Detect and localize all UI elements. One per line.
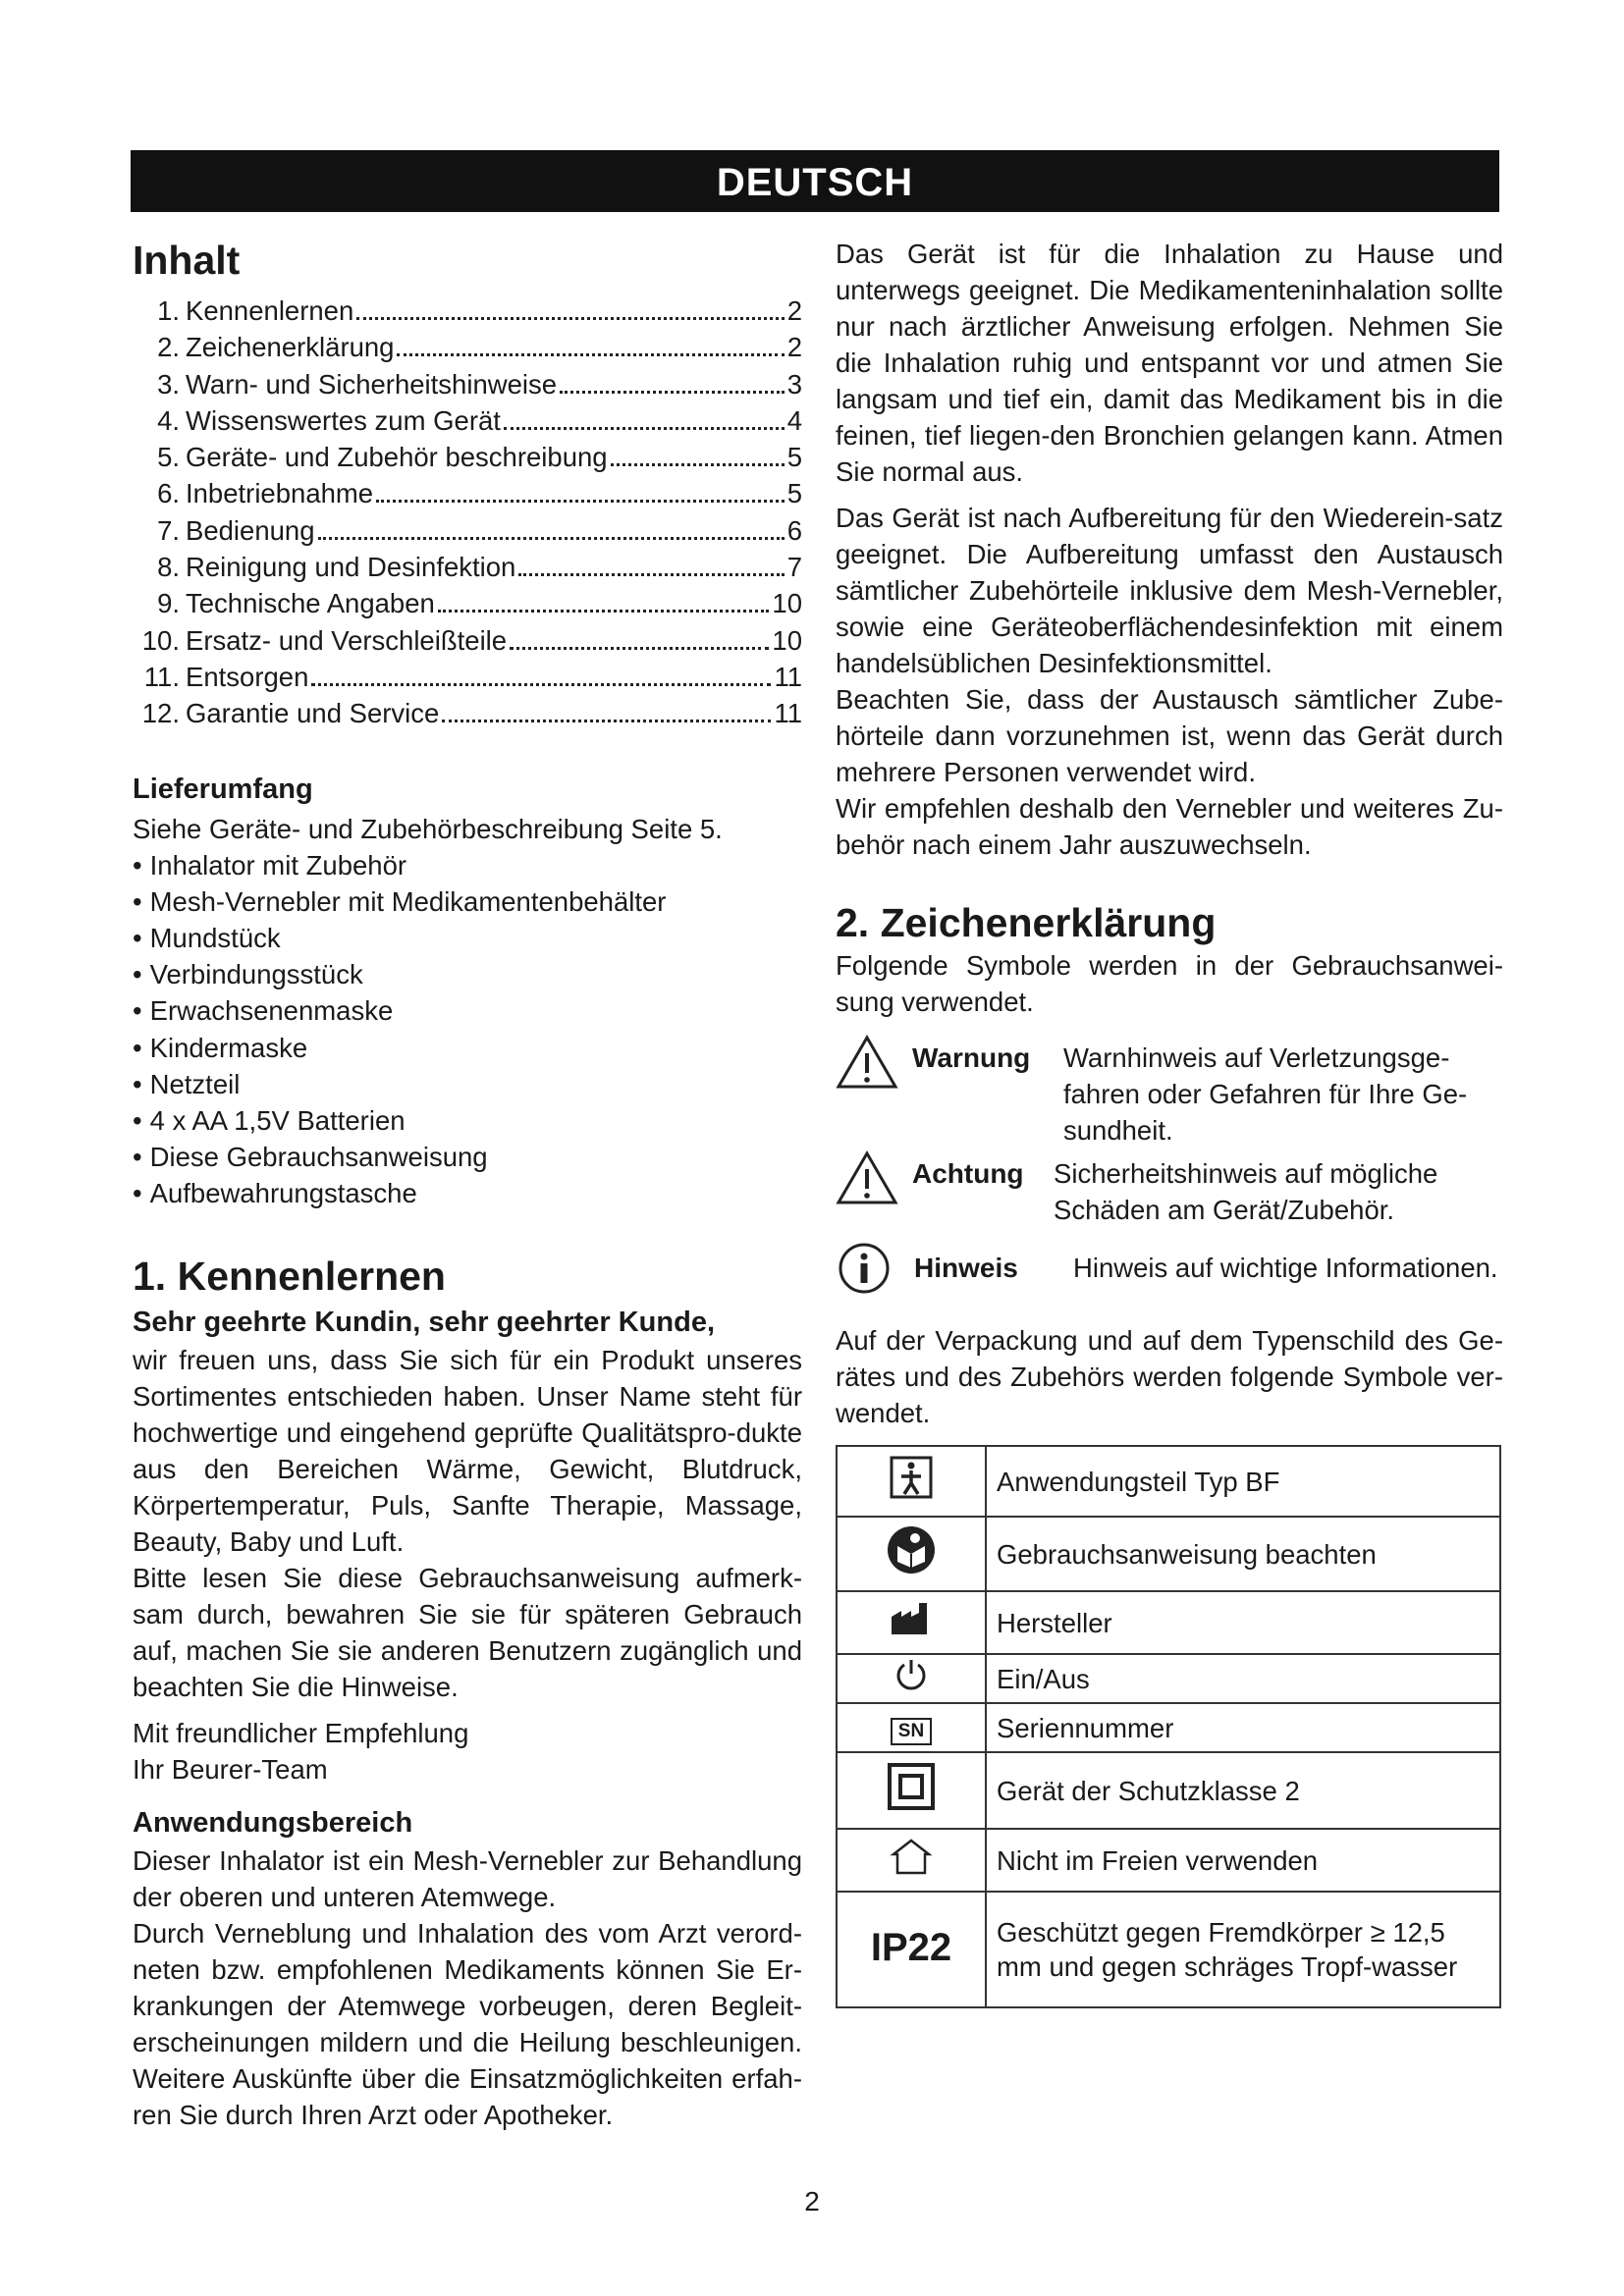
sn-icon: SN: [891, 1718, 932, 1745]
symbol-description: Geschützt gegen Fremdkörper ≥ 12,5 mm und gegen schräges Tropf-wasser: [986, 1892, 1500, 2007]
warnung-text: Warnhinweis auf Verletzungsge-fahren oder Gefahren für Ihre Ge-sundheit.: [1063, 1042, 1468, 1146]
toc-entry[interactable]: 7. Bedienung 6: [157, 514, 802, 546]
toc-entry[interactable]: 3. Warn- und Sicherheitshinweise 3: [157, 368, 802, 400]
list-item: • 4 x AA 1,5V Batterien: [133, 1102, 802, 1139]
symbol-description: Gebrauchsanweisung beachten: [986, 1517, 1500, 1591]
anwendung-paragraph-1: Dieser Inhalator ist ein Mesh-Vernebler zur Behandlung der oberen und unteren Atemwege.: [133, 1844, 802, 1912]
symbol-description: Gerät der Schutzklasse 2: [986, 1752, 1500, 1829]
toc-entry[interactable]: 5. Geräte- und Zubehör beschreibung 5: [157, 442, 802, 473]
left-column: [133, 236, 802, 2133]
list-item: • Mesh-Vernebler mit Medikamentenbehälter: [133, 883, 802, 920]
delivery-list: [133, 847, 802, 1212]
anwendung-heading: Anwendungsbereich: [133, 1806, 413, 1839]
list-item: • Diese Gebrauchsanweisung: [133, 1139, 802, 1175]
packaging-paragraph: Auf der Verpackung und auf dem Typenschild des Ge-rätes und des Zubehörs werden folgende Symbole ver-wendet.: [836, 1325, 1503, 1428]
protection-class-2-icon: [887, 1787, 936, 1817]
hint-legend: [836, 1242, 1503, 1301]
usage-paragraph: Das Gerät ist für die Inhalation zu Hause und unterwegs geeignet. Die Medikamenteninhalation sollte nur nach ärztlicher Anweisung erfolgen. Nehmen Sie die Inhalation ruhig und entspannt vor und atmen Sie langsam und tief ein, damit das Medikament bis in die feinen, tief liegen-den Bronchien gelangen kann. Atmen Sie normal aus.: [836, 239, 1503, 487]
table-row: [837, 1446, 1500, 1517]
symbol-cell: [837, 1703, 986, 1752]
language-banner: DEUTSCH: [131, 150, 1499, 212]
exchange-paragraph: Beachten Sie, dass der Austausch sämtlicher Zube-hörteile dann vorzunehmen ist, wenn das Gerät durch mehrere Personen verwendet wird.: [836, 684, 1503, 787]
toc-entry[interactable]: 4. Wissenswertes zum Gerät 4: [157, 404, 802, 436]
toc-entry[interactable]: 8. Reinigung und Desinfektion 7: [157, 552, 802, 583]
achtung-text: Sicherheitshinweis auf mögliche Schäden am Gerät/Zubehör.: [1054, 1158, 1438, 1225]
table-row: [837, 1703, 1500, 1752]
table-row: [837, 1829, 1500, 1892]
salutation: Sehr geehrte Kundin, sehr geehrter Kunde,: [133, 1306, 715, 1338]
table-row: [837, 1752, 1500, 1829]
warning-triangle-icon: [836, 1034, 898, 1095]
list-item: • Inhalator mit Zubehör: [133, 847, 802, 883]
symbol-cell: [837, 1829, 986, 1892]
section-1-title: 1. Kennenlernen: [133, 1253, 446, 1299]
toc-entry[interactable]: 11. Entsorgen 11: [143, 661, 802, 692]
toc-entry[interactable]: 1. Kennenlernen 2: [157, 295, 802, 326]
list-item: • Erwachsenenmaske: [133, 992, 802, 1029]
page-number: 2: [804, 2186, 820, 2216]
toc-entry[interactable]: 9. Technische Angaben 10: [157, 588, 802, 619]
toc-entry[interactable]: 12. Garantie und Service 11: [141, 698, 802, 729]
power-icon: [893, 1668, 929, 1698]
symbol-cell: [837, 1752, 986, 1829]
symbol-description: Nicht im Freien verwenden: [986, 1829, 1500, 1892]
toc-entry[interactable]: 2. Zeichenerklärung 2: [157, 332, 802, 363]
symbol-description: Seriennummer: [986, 1703, 1500, 1752]
caution-triangle-icon: [836, 1149, 898, 1211]
closing-line-1: Mit freundlicher Empfehlung: [133, 1717, 469, 1748]
table-of-contents: [133, 293, 802, 732]
symbol-description: Hersteller: [986, 1591, 1500, 1654]
list-item: • Verbindungsstück: [133, 956, 802, 992]
right-column: [836, 236, 1503, 2008]
list-item: • Kindermaske: [133, 1030, 802, 1066]
symbol-description: Anwendungsteil Typ BF: [986, 1446, 1500, 1517]
toc-title: Inhalt: [133, 238, 241, 283]
warning-legend: [836, 1034, 1503, 1144]
lieferumfang-heading: Lieferumfang: [133, 773, 313, 805]
closing-line-2: Ihr Beurer-Team: [133, 1753, 328, 1785]
symbol-cell: [837, 1654, 986, 1703]
lieferumfang-intro: Siehe Geräte- und Zubehörbeschreibung Seite 5.: [133, 813, 723, 844]
manufacturer-icon: [890, 1612, 933, 1642]
table-row: [837, 1892, 1500, 2007]
toc-entry[interactable]: 6. Inbetriebnahme 5: [157, 478, 802, 509]
symbol-cell: [837, 1591, 986, 1654]
intro-paragraph: wir freuen uns, dass Sie sich für ein Produkt unseres Sortimentes entschieden haben. Unser Name steht für hochwertige und eingehend geprüfte Qualitätspro-dukte aus den Bereichen Wärme, Gewicht, Blutdruck, Körpertemperatur, Puls, Sanfte Therapie, Massage, Beauty, Baby und Luft.: [133, 1344, 802, 1557]
symbol-cell: [837, 1892, 986, 2007]
table-row: [837, 1591, 1500, 1654]
bf-applied-part-icon: [888, 1476, 935, 1507]
caution-legend: [836, 1149, 1503, 1232]
warnung-label: Warnung: [912, 1042, 1031, 1073]
read-manual-icon: [886, 1551, 937, 1581]
table-row: [837, 1517, 1500, 1591]
recommendation-paragraph: Wir empfehlen deshalb den Vernebler und weiteres Zu-behör nach einem Jahr auszuwechseln.: [836, 793, 1503, 860]
symbol-description: Ein/Aus: [986, 1654, 1500, 1703]
hinweis-text: Hinweis auf wichtige Informationen.: [1073, 1253, 1498, 1283]
reprocessing-paragraph: Das Gerät ist nach Aufbereitung für den Wiederein-satz geeignet. Die Aufbereitung umfasst den Austausch sämtlicher Zubehörteile inklusive dem Mesh-Vernebler, sowie eine Geräteoberflächendesinfektion mit einem handelsüblichen Desinfektionsmittel.: [836, 503, 1503, 678]
section-2-title: 2. Zeichenerklärung: [836, 900, 1217, 945]
list-item: • Netzteil: [133, 1066, 802, 1102]
symbols-intro: Folgende Symbole werden in der Gebrauchsanwei-sung verwendet.: [836, 950, 1503, 1017]
toc-entry[interactable]: 10. Ersatz- und Verschleißteile 10: [141, 624, 802, 656]
symbol-cell: [837, 1446, 986, 1517]
symbol-cell: [837, 1517, 986, 1591]
list-item: • Aufbewahrungstasche: [133, 1175, 802, 1211]
info-icon: [838, 1242, 891, 1300]
indoor-use-icon: [890, 1851, 933, 1882]
hinweis-label: Hinweis: [914, 1253, 1018, 1283]
symbols-table: [836, 1445, 1501, 2008]
anwendung-paragraph-2: Durch Verneblung und Inhalation des vom Arzt verord-neten bzw. empfohlenen Medikaments können Sie Er-krankungen der Atemwege vorbeugen, deren Begleit-erscheinungen mildern und die Heilung beschleunigen. Weitere Auskünfte über die Einsatzmöglichkeiten erfah-ren Sie durch Ihren Arzt oder Apotheker.: [133, 1917, 802, 2130]
table-row: [837, 1654, 1500, 1703]
achtung-label: Achtung: [912, 1158, 1024, 1189]
read-manual-paragraph: Bitte lesen Sie diese Gebrauchsanweisung aufmerk-sam durch, bewahren Sie sie für späteren Gebrauch auf, machen Sie sie anderen Benutzern zugänglich und beachten Sie die Hinweise.: [133, 1562, 802, 1702]
list-item: • Mundstück: [133, 920, 802, 956]
ip-rating-icon: IP22: [870, 1926, 952, 1969]
